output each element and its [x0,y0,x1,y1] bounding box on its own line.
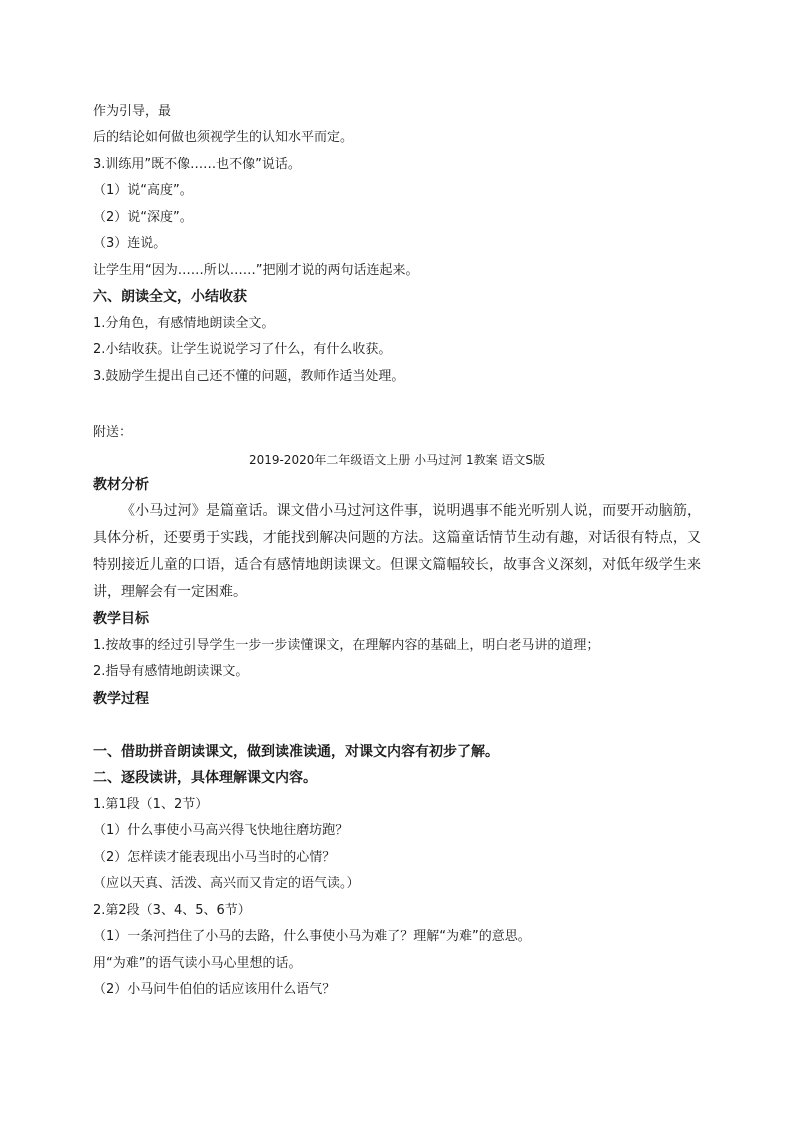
text-line: 作为引导，最 [93,104,172,119]
section-heading: 教学过程 [93,691,149,707]
list-item: 2.小结收获。让学生说说学习了什么，有什么收获。 [93,342,392,357]
list-item: （应以天真、活泼、高兴而又肯定的语气读。） [93,876,360,891]
section-heading: 六、朗读全文，小结收获 [93,289,247,305]
list-item: 3.鼓励学生提出自己还不懂的问题，教师作适当处理。 [93,369,405,384]
list-item: （2）小马问牛伯伯的话应该用什么语气？ [93,982,336,997]
list-item: 1.第1段（1、2节） [93,797,209,812]
text-line: 后的结论如何做也须视学生的认知水平而定。 [93,130,354,145]
text-line: （3）连说。 [93,236,167,251]
list-item: （1）一条河挡住了小马的去路，什么事使小马为难了？理解“为难”的意思。 [93,929,531,944]
text-line: （2）说“深度”。 [93,210,193,225]
list-item: （1）什么事使小马高兴得飞快地往磨坊跑？ [93,823,349,838]
section-heading: 教材分析 [93,477,149,493]
section-heading: 一、借助拼音朗读课文，做到读准读通，对课文内容有初步了解。 [93,744,499,760]
attached-label: 附送： [93,425,133,440]
list-item: 2.第2段（3、4、5、6节） [93,903,251,918]
list-item: 2.指导有感情地朗读课文。 [93,664,249,679]
section-heading: 教学目标 [93,611,149,627]
text-line: 让学生用“因为……所以……”把刚才说的两句话连起来。 [93,263,419,278]
text-line: 3.训练用”既不像……也不像”说话。 [93,157,301,172]
list-item: 用“为难”的语气读小马心里想的话。 [93,956,302,971]
section-heading: 二、逐段读讲，具体理解课文内容。 [93,770,317,786]
list-item: 1.按故事的经过引导学生一步一步读懂课文，在理解内容的基础上，明白老马讲的道理； [93,638,600,653]
list-item: 1.分角色，有感情地朗读全文。 [93,316,275,331]
analysis-paragraph: 《小马过河》是篇童话。课文借小马过河这件事，说明遇事不能光听别人说，而要开动脑筋，具体分析，还要勇于实践，才能找到解决问题的方法。这篇童话情节生动有趣，对话很有特点，又特别接近儿童的口语，适合有感情地朗读课文。但课文篇幅较长，故事含义深刻，对低年级学生来讲，理解会有一定困难。 [93,503,701,600]
document-title: 2019-2020年二年级语文上册 小马过河 1教案 语文S版 [248,453,546,467]
text-line: （1）说“高度”。 [93,183,193,198]
list-item: （2）怎样读才能表现出小马当时的心情？ [93,850,336,865]
